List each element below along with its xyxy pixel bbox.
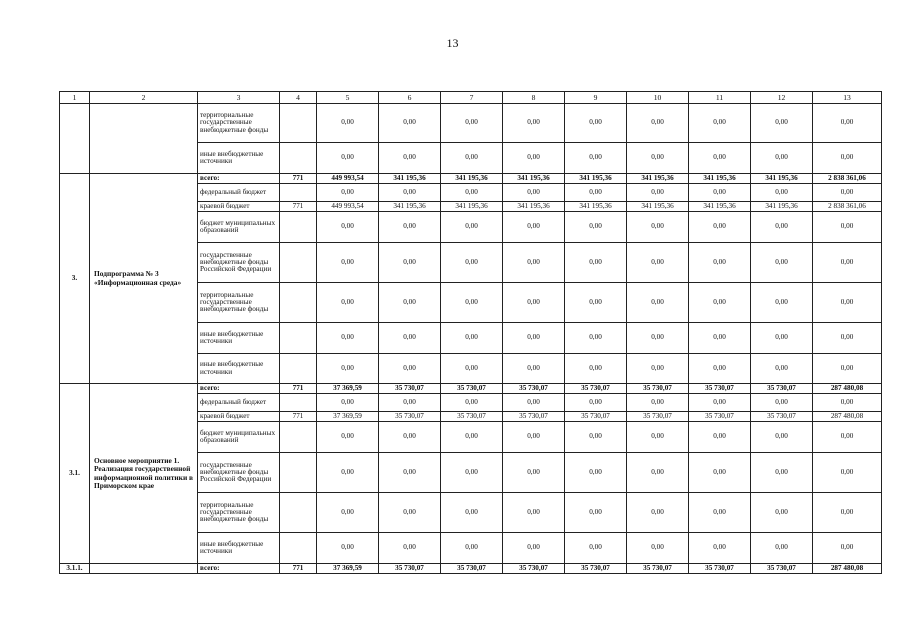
funding-source: иные внебюджетные источники — [198, 533, 280, 564]
amount-cell: 37 369,59 — [317, 564, 379, 574]
amount-cell: 0,00 — [751, 184, 813, 202]
amount-cell: 0,00 — [751, 243, 813, 283]
amount-cell: 35 730,07 — [627, 384, 689, 394]
amount-cell: 0,00 — [503, 493, 565, 533]
budget-code — [280, 533, 317, 564]
budget-code — [280, 243, 317, 283]
amount-cell: 0,00 — [627, 212, 689, 243]
amount-cell: 0,00 — [751, 212, 813, 243]
amount-cell: 0,00 — [627, 184, 689, 202]
funding-source: всего: — [198, 174, 280, 184]
amount-cell: 0,00 — [317, 533, 379, 564]
amount-cell: 0,00 — [317, 354, 379, 384]
amount-cell: 0,00 — [627, 283, 689, 323]
amount-cell: 0,00 — [379, 533, 441, 564]
amount-cell: 35 730,07 — [441, 384, 503, 394]
amount-cell: 0,00 — [565, 493, 627, 533]
amount-cell: 0,00 — [813, 422, 882, 453]
amount-cell: 0,00 — [503, 212, 565, 243]
page-number: 13 — [446, 36, 459, 50]
amount-cell: 0,00 — [565, 453, 627, 493]
column-header: 4 — [280, 92, 317, 104]
amount-cell: 0,00 — [689, 394, 751, 412]
funding-source: государственные внебюджетные фонды Российской Федерации — [198, 453, 280, 493]
amount-cell: 0,00 — [503, 143, 565, 174]
amount-cell: 0,00 — [813, 394, 882, 412]
amount-cell: 35 730,07 — [751, 412, 813, 422]
amount-cell: 0,00 — [689, 212, 751, 243]
budget-code: 771 — [280, 412, 317, 422]
amount-cell: 0,00 — [317, 212, 379, 243]
amount-cell: 0,00 — [565, 243, 627, 283]
budget-code — [280, 212, 317, 243]
column-header: 13 — [813, 92, 882, 104]
amount-cell: 0,00 — [379, 104, 441, 143]
column-header: 11 — [689, 92, 751, 104]
amount-cell: 0,00 — [751, 104, 813, 143]
amount-cell: 35 730,07 — [565, 564, 627, 574]
amount-cell: 0,00 — [379, 493, 441, 533]
amount-cell: 341 195,36 — [503, 174, 565, 184]
amount-cell: 0,00 — [379, 283, 441, 323]
amount-cell: 35 730,07 — [379, 412, 441, 422]
amount-cell: 0,00 — [317, 143, 379, 174]
amount-cell: 0,00 — [317, 394, 379, 412]
amount-cell: 341 195,36 — [689, 174, 751, 184]
amount-cell: 0,00 — [565, 212, 627, 243]
amount-cell: 0,00 — [503, 323, 565, 354]
amount-cell: 0,00 — [813, 533, 882, 564]
amount-cell: 0,00 — [689, 283, 751, 323]
amount-cell: 0,00 — [441, 533, 503, 564]
amount-cell: 37 369,59 — [317, 412, 379, 422]
amount-cell: 35 730,07 — [689, 412, 751, 422]
amount-cell: 341 195,36 — [565, 202, 627, 212]
amount-cell: 0,00 — [751, 453, 813, 493]
amount-cell: 35 730,07 — [565, 412, 627, 422]
amount-cell: 0,00 — [503, 394, 565, 412]
amount-cell: 341 195,36 — [627, 174, 689, 184]
funding-source: федеральный бюджет — [198, 394, 280, 412]
amount-cell: 0,00 — [689, 243, 751, 283]
funding-source: иные внебюджетные источники — [198, 143, 280, 174]
amount-cell: 0,00 — [627, 143, 689, 174]
column-header: 1 — [60, 92, 90, 104]
funding-source: территориальные государственные внебюджетные фонды — [198, 493, 280, 533]
amount-cell: 0,00 — [441, 493, 503, 533]
budget-code: 771 — [280, 564, 317, 574]
amount-cell: 341 195,36 — [751, 202, 813, 212]
section-title: Основное мероприятие 1. Реализация государственной информационной политики в Приморском крае — [90, 384, 198, 564]
section-index — [60, 104, 90, 174]
funding-source: федеральный бюджет — [198, 184, 280, 202]
column-header-row — [60, 92, 882, 104]
column-header: 12 — [751, 92, 813, 104]
funding-source: территориальные государственные внебюджетные фонды — [198, 104, 280, 143]
amount-cell: 0,00 — [317, 104, 379, 143]
amount-cell: 0,00 — [379, 212, 441, 243]
funding-source: бюджет муниципальных образований — [198, 212, 280, 243]
amount-cell: 0,00 — [689, 453, 751, 493]
amount-cell: 341 195,36 — [441, 202, 503, 212]
amount-cell: 35 730,07 — [503, 412, 565, 422]
funding-source: территориальные государственные внебюджетные фонды — [198, 283, 280, 323]
amount-cell: 0,00 — [503, 533, 565, 564]
amount-cell: 0,00 — [813, 104, 882, 143]
amount-cell: 341 195,36 — [379, 174, 441, 184]
amount-cell: 0,00 — [689, 354, 751, 384]
funding-source: краевой бюджет — [198, 202, 280, 212]
amount-cell: 0,00 — [751, 394, 813, 412]
amount-cell: 0,00 — [813, 143, 882, 174]
amount-cell: 35 730,07 — [565, 384, 627, 394]
amount-cell: 449 993,54 — [317, 174, 379, 184]
amount-cell: 35 730,07 — [751, 384, 813, 394]
amount-cell: 2 838 361,06 — [813, 202, 882, 212]
amount-cell: 35 730,07 — [689, 384, 751, 394]
amount-cell: 0,00 — [317, 283, 379, 323]
table-row — [60, 104, 882, 143]
funding-source: всего: — [198, 564, 280, 574]
amount-cell: 0,00 — [441, 422, 503, 453]
amount-cell: 37 369,59 — [317, 384, 379, 394]
amount-cell: 0,00 — [441, 323, 503, 354]
amount-cell: 0,00 — [689, 533, 751, 564]
budget-code — [280, 354, 317, 384]
table-body — [60, 92, 882, 574]
amount-cell: 0,00 — [565, 283, 627, 323]
amount-cell: 0,00 — [441, 243, 503, 283]
amount-cell: 35 730,07 — [441, 412, 503, 422]
amount-cell: 287 480,08 — [813, 412, 882, 422]
amount-cell: 341 195,36 — [379, 202, 441, 212]
amount-cell: 0,00 — [441, 184, 503, 202]
amount-cell: 0,00 — [627, 354, 689, 384]
amount-cell: 0,00 — [627, 243, 689, 283]
budget-code: 771 — [280, 384, 317, 394]
amount-cell: 35 730,07 — [379, 384, 441, 394]
table-row — [60, 174, 882, 184]
amount-cell: 0,00 — [379, 394, 441, 412]
amount-cell: 0,00 — [317, 453, 379, 493]
amount-cell: 0,00 — [813, 212, 882, 243]
amount-cell: 0,00 — [503, 422, 565, 453]
amount-cell: 0,00 — [503, 354, 565, 384]
amount-cell: 0,00 — [813, 323, 882, 354]
funding-source: краевой бюджет — [198, 412, 280, 422]
amount-cell: 0,00 — [689, 184, 751, 202]
amount-cell: 0,00 — [751, 143, 813, 174]
amount-cell: 0,00 — [379, 143, 441, 174]
amount-cell: 0,00 — [565, 422, 627, 453]
amount-cell: 0,00 — [441, 143, 503, 174]
budget-code: 771 — [280, 174, 317, 184]
amount-cell: 0,00 — [565, 323, 627, 354]
budget-code — [280, 104, 317, 143]
table-row — [60, 564, 882, 574]
section-title — [90, 564, 198, 574]
amount-cell: 0,00 — [751, 533, 813, 564]
amount-cell: 0,00 — [813, 493, 882, 533]
amount-cell: 35 730,07 — [751, 564, 813, 574]
amount-cell: 0,00 — [689, 104, 751, 143]
amount-cell: 341 195,36 — [565, 174, 627, 184]
amount-cell: 0,00 — [751, 493, 813, 533]
column-header: 9 — [565, 92, 627, 104]
section-index: 3.1. — [60, 384, 90, 564]
amount-cell: 0,00 — [813, 354, 882, 384]
amount-cell: 0,00 — [379, 453, 441, 493]
column-header: 2 — [90, 92, 198, 104]
section-title: Подпрограмма № 3 «Информационная среда» — [90, 174, 198, 384]
amount-cell: 35 730,07 — [379, 564, 441, 574]
amount-cell: 0,00 — [441, 212, 503, 243]
budget-code: 771 — [280, 202, 317, 212]
budget-code — [280, 323, 317, 354]
funding-source: иные внебюджетные источники — [198, 323, 280, 354]
amount-cell: 0,00 — [317, 184, 379, 202]
amount-cell: 0,00 — [627, 394, 689, 412]
amount-cell: 0,00 — [441, 453, 503, 493]
amount-cell: 449 993,54 — [317, 202, 379, 212]
funding-source: бюджет муниципальных образований — [198, 422, 280, 453]
amount-cell: 0,00 — [317, 323, 379, 354]
amount-cell: 0,00 — [317, 243, 379, 283]
budget-code — [280, 493, 317, 533]
amount-cell: 0,00 — [627, 493, 689, 533]
amount-cell: 0,00 — [751, 283, 813, 323]
amount-cell: 0,00 — [503, 453, 565, 493]
amount-cell: 35 730,07 — [503, 384, 565, 394]
budget-code — [280, 453, 317, 493]
amount-cell: 0,00 — [503, 283, 565, 323]
column-header: 7 — [441, 92, 503, 104]
budget-code — [280, 143, 317, 174]
amount-cell: 35 730,07 — [441, 564, 503, 574]
amount-cell: 0,00 — [627, 453, 689, 493]
amount-cell: 0,00 — [751, 323, 813, 354]
amount-cell: 0,00 — [813, 184, 882, 202]
amount-cell: 0,00 — [813, 243, 882, 283]
amount-cell: 341 195,36 — [441, 174, 503, 184]
column-header: 3 — [198, 92, 280, 104]
amount-cell: 2 838 361,06 — [813, 174, 882, 184]
budget-code — [280, 422, 317, 453]
amount-cell: 0,00 — [751, 354, 813, 384]
amount-cell: 0,00 — [751, 422, 813, 453]
amount-cell: 35 730,07 — [627, 412, 689, 422]
column-header: 10 — [627, 92, 689, 104]
amount-cell: 0,00 — [689, 422, 751, 453]
amount-cell: 0,00 — [379, 184, 441, 202]
amount-cell: 0,00 — [317, 493, 379, 533]
budget-code — [280, 283, 317, 323]
funding-source: иные внебюджетные источники — [198, 354, 280, 384]
amount-cell: 0,00 — [503, 184, 565, 202]
column-header: 6 — [379, 92, 441, 104]
funding-source: государственные внебюджетные фонды Российской Федерации — [198, 243, 280, 283]
funding-source: всего: — [198, 384, 280, 394]
amount-cell: 35 730,07 — [689, 564, 751, 574]
amount-cell: 0,00 — [565, 394, 627, 412]
section-title — [90, 104, 198, 174]
budget-code — [280, 184, 317, 202]
amount-cell: 287 480,08 — [813, 564, 882, 574]
amount-cell: 0,00 — [503, 104, 565, 143]
amount-cell: 0,00 — [689, 323, 751, 354]
amount-cell: 341 195,36 — [627, 202, 689, 212]
section-index: 3. — [60, 174, 90, 384]
amount-cell: 0,00 — [813, 453, 882, 493]
amount-cell: 0,00 — [627, 104, 689, 143]
amount-cell: 0,00 — [689, 143, 751, 174]
table-row — [60, 384, 882, 394]
amount-cell: 0,00 — [565, 104, 627, 143]
amount-cell: 341 195,36 — [503, 202, 565, 212]
amount-cell: 0,00 — [627, 422, 689, 453]
budget-code — [280, 394, 317, 412]
amount-cell: 0,00 — [379, 323, 441, 354]
amount-cell: 0,00 — [813, 283, 882, 323]
column-header: 8 — [503, 92, 565, 104]
amount-cell: 0,00 — [441, 104, 503, 143]
amount-cell: 0,00 — [379, 243, 441, 283]
amount-cell: 35 730,07 — [503, 564, 565, 574]
budget-table — [59, 91, 882, 574]
amount-cell: 0,00 — [627, 533, 689, 564]
amount-cell: 341 195,36 — [689, 202, 751, 212]
column-header: 5 — [317, 92, 379, 104]
amount-cell: 0,00 — [441, 394, 503, 412]
amount-cell: 0,00 — [379, 422, 441, 453]
amount-cell: 0,00 — [503, 243, 565, 283]
amount-cell: 0,00 — [441, 354, 503, 384]
amount-cell: 0,00 — [565, 143, 627, 174]
amount-cell: 341 195,36 — [751, 174, 813, 184]
amount-cell: 0,00 — [689, 493, 751, 533]
amount-cell: 287 480,08 — [813, 384, 882, 394]
amount-cell: 0,00 — [565, 533, 627, 564]
amount-cell: 0,00 — [627, 323, 689, 354]
amount-cell: 0,00 — [379, 354, 441, 384]
amount-cell: 0,00 — [441, 283, 503, 323]
section-index: 3.1.1. — [60, 564, 90, 574]
amount-cell: 35 730,07 — [627, 564, 689, 574]
amount-cell: 0,00 — [317, 422, 379, 453]
amount-cell: 0,00 — [565, 184, 627, 202]
amount-cell: 0,00 — [565, 354, 627, 384]
